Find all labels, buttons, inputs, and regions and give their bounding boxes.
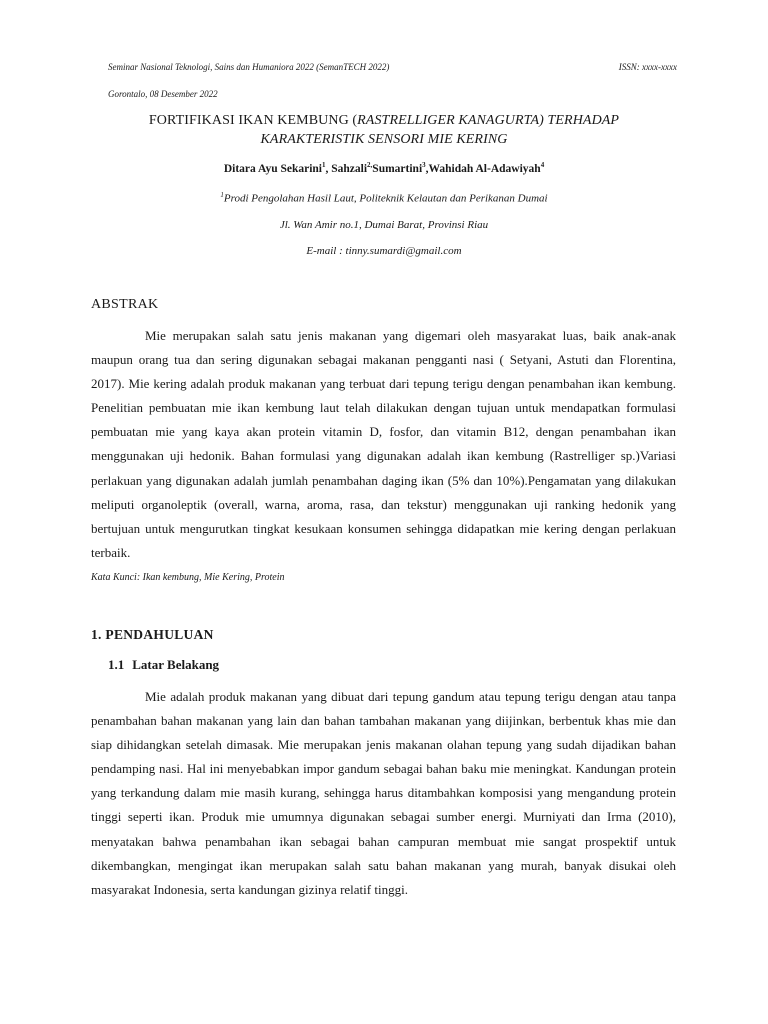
subsection-1-1-heading <box>108 657 219 673</box>
subsection-title: Latar Belakang <box>132 657 220 672</box>
keywords: Kata Kunci: Ikan kembung, Mie Kering, Protein <box>91 572 285 583</box>
affiliation-email: E-mail : tinny.sumardi@gmail.com <box>306 245 462 257</box>
author-4: ,Wahidah Al-Adawiyah <box>425 162 541 175</box>
running-header-issn: ISSN: xxxx-xxxx <box>618 62 677 72</box>
title-species: RASTRELLIGER KANAGURTA <box>357 113 540 128</box>
running-header-place-date: Gorontalo, 08 Desember 2022 <box>108 89 218 99</box>
affiliation-institution <box>100 191 668 205</box>
title-part2: ) TERHADAP <box>539 113 620 128</box>
affiliation-address: Jl. Wan Amir no.1, Dumai Barat, Provinsi Riau <box>279 219 489 231</box>
author-list <box>100 161 668 175</box>
author-1-sup: 1 <box>322 161 326 169</box>
author-4-sup: 4 <box>540 161 545 169</box>
author-2-sup: 2, <box>367 161 373 169</box>
title-part1: FORTIFIKASI IKAN KEMBUNG ( <box>148 113 358 128</box>
title-line2: KARAKTERISTIK SENSORI MIE KERING <box>260 132 508 147</box>
author-2: , Sahzali <box>325 162 368 175</box>
affiliation-sup: 1 <box>220 191 224 199</box>
section-1-heading: 1. PENDAHULUAN <box>91 627 214 642</box>
author-3-sup: 3 <box>422 161 426 169</box>
running-header-conference: Seminar Nasional Teknologi, Sains dan Humaniora 2022 (SemanTECH 2022) <box>108 62 390 72</box>
abstract-heading: ABSTRAK <box>91 297 159 312</box>
subsection-number: 1.1 <box>108 657 125 672</box>
section-1-body: Mie adalah produk makanan yang dibuat dari tepung gandum atau tepung terigu dengan atau tanpa penambahan bahan makanan yang lain dan bahan tambahan makanan yang diijinkan, berbentuk khas mie dan siap dihidangkan setelah dimasak. Mie merupakan jenis makanan olahan tepung yang sudah dijadikan bahan pendamping nasi. Hal ini menyebabkan impor gandum sebagai bahan baku mie meningkat. Kandungan protein yang terkandung dalam mie masih kurang, sehingga harus ditambahkan komposisi yang mengandung protein tinggi seperti ikan. Produk mie umumnya digunakan sebagai sumber energi. Murniyati dan Irma (2010), menyatakan bahwa penambahan ikan sebagai bahan campuran membuat mie sangat prospektif untuk dikembangkan, mengingat ikan merupakan salah satu bahan makanan yang murah, banyak disukai oleh masyarakat Indonesia, serta kandungan gizinya relatif tinggi. <box>91 689 676 897</box>
paper-title <box>100 111 668 149</box>
abstract-body: Mie merupakan salah satu jenis makanan yang digemari oleh masyarakat luas, baik anak-anak maupun orang tua dan sering digunakan sebagai makanan pengganti nasi ( Setyani, Astuti dan Florentina, 2017). Mie kering adalah produk makanan yang terbuat dari tepung terigu dengan penambahan ikan kembung. Penelitian pembuatan mie ikan kembung laut telah dilakukan dengan tujuan untuk mendapatkan formulasi pembuatan mie yang kaya akan protein vitamin D, fosfor, dan vitamin B12, dengan penambahan ikan menggunakan uji hedonik. Bahan formulasi yang digunakan adalah ikan kembung (Rastrelliger sp.)Variasi perlakuan yang digunakan adalah jumlah penambahan daging ikan (5% dan 10%).Pengamatan yang dilakukan meliputi organoleptik (overall, warna, aroma, rasa, dan tekstur) menggunakan uji ranking hedonik yang bertujuan untuk mengurutkan tingkat kesukaan konsumen sehingga didapatkan mie kering dengan perlakuan terbaik. <box>91 328 676 560</box>
author-1: Ditara Ayu Sekarini <box>223 162 322 175</box>
affiliation-institution-text: Prodi Pengolahan Hasil Laut, Politeknik Kelautan dan Perikanan Dumai <box>223 192 548 205</box>
author-3: Sumartini <box>372 162 423 175</box>
